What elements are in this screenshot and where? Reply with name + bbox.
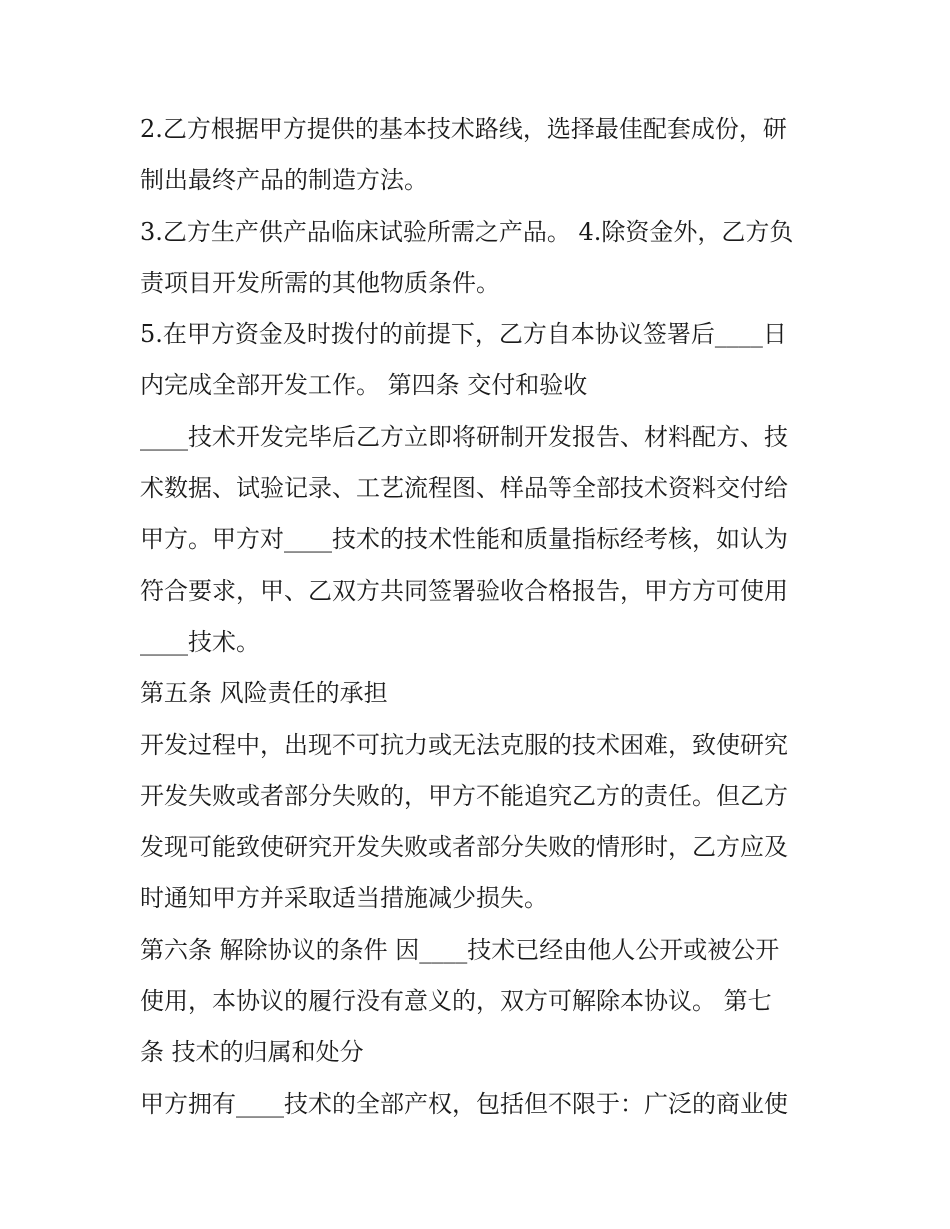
text-line: 开发失败或者部分失败的，甲方不能追究乙方的责任。但乙方 [140,781,788,810]
document-body [140,104,820,1130]
text-line: 第六条 解除协议的条件 因____技术已经由他人公开或被公开 [140,935,780,964]
text-line: 2.乙方根据甲方提供的基本技术路线，选择最佳配套成份，研 [140,115,787,143]
text-line: 条 技术的归属和处分 [140,1038,364,1067]
text-line: 内完成全部开发工作。 第四条 交付和验收 [140,371,588,400]
text-line: 甲方拥有____技术的全部产权，包括但不限于：广泛的商业使 [140,1089,788,1118]
text-line: 3.乙方生产供产品临床试验所需之产品。 4.除资金外，乙方负 [140,217,794,246]
text-line: 5.在甲方资金及时拨付的前提下，乙方自本协议签署后____日 [140,320,787,349]
text-line: 术数据、试验记录、工艺流程图、样品等全部技术资料交付给 [140,474,788,503]
text-line: 开发过程中，出现不可抗力或无法克服的技术困难，致使研究 [140,730,788,759]
text-line: 制出最终产品的制造方法。 [140,166,428,195]
text-line: 符合要求，甲、乙双方共同签署验收合格报告，甲方方可使用 [140,576,788,605]
text-line: ____技术开发完毕后乙方立即将研制开发报告、材料配方、技 [140,422,788,451]
text-line: ____技术。 [140,627,260,656]
text-line: 时通知甲方并采取适当措施减少损失。 [140,884,548,913]
text-line: 发现可能致使研究开发失败或者部分失败的情形时，乙方应及 [140,833,788,862]
text-line: 使用，本协议的履行没有意义的，双方可解除本协议。 第七 [140,987,772,1016]
text-line: 甲方。甲方对____技术的技术性能和质量指标经考核，如认为 [140,525,788,554]
section-heading: 第五条 风险责任的承担 [140,679,388,708]
text-line: 责项目开发所需的其他物质条件。 [140,268,500,297]
